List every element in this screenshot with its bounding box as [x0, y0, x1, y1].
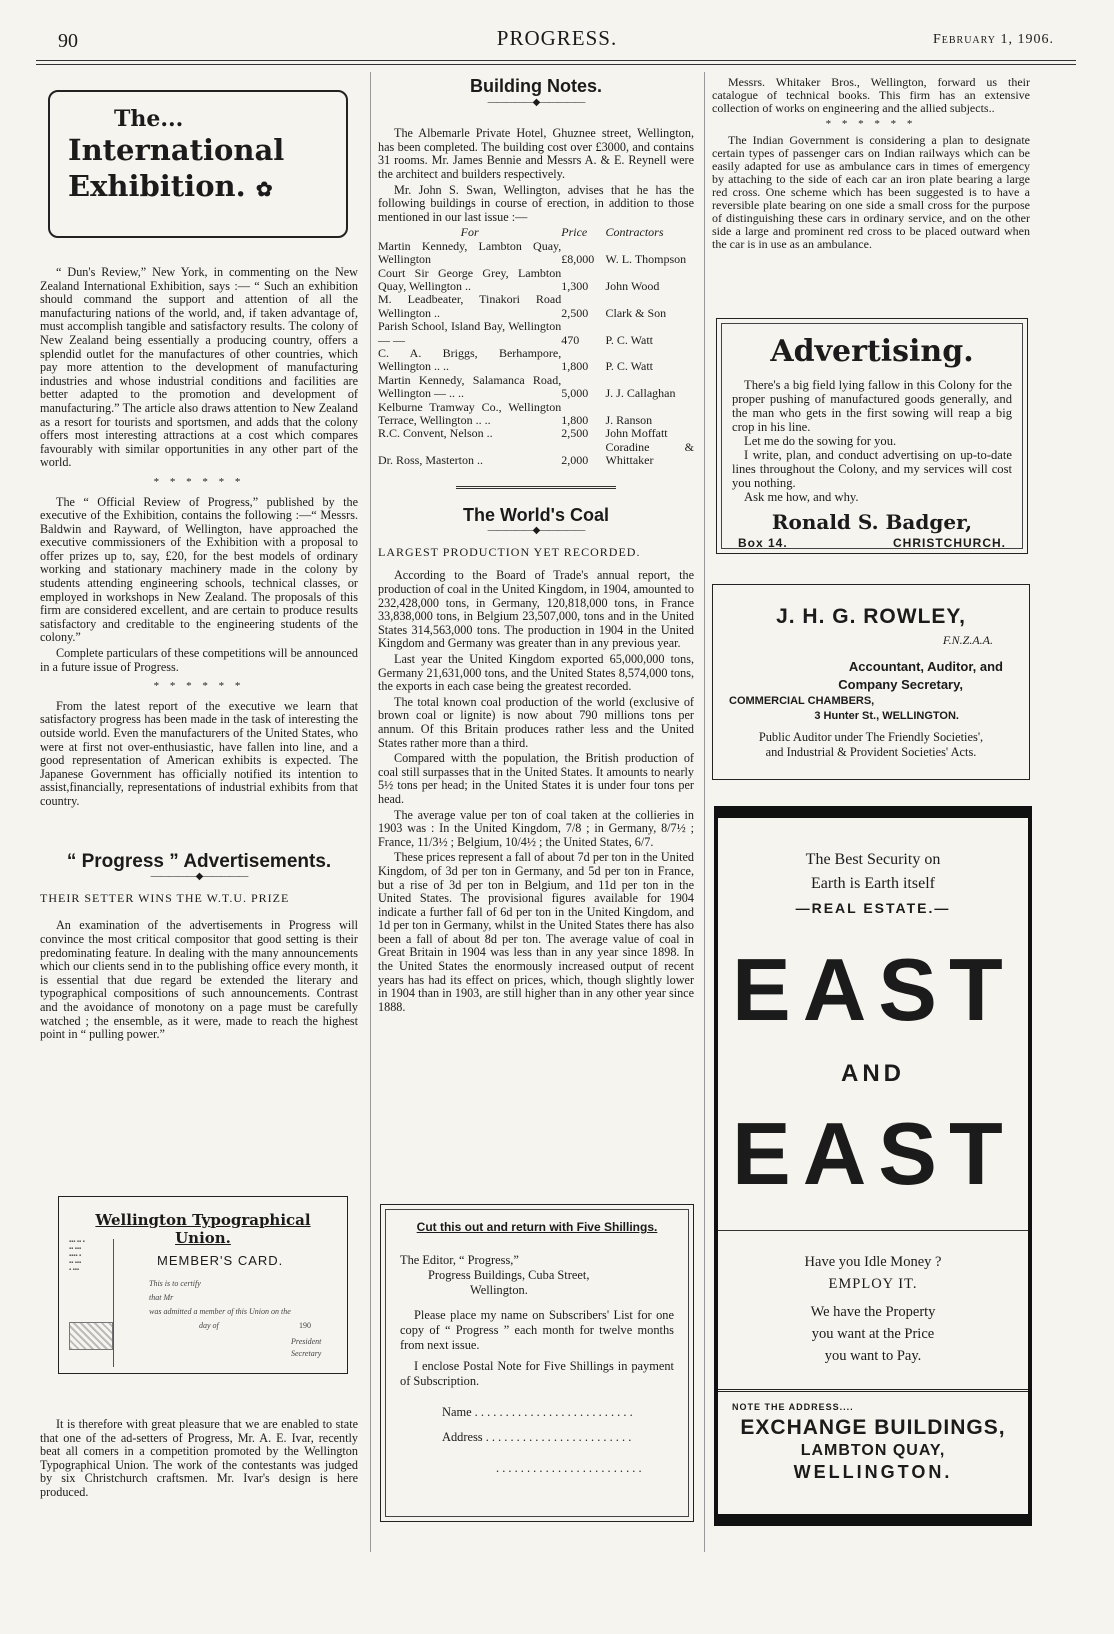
table-cell-for: Parish School, Island Bay, Wellington — —	[378, 319, 562, 347]
coupon-address-field[interactable]: Address . . . . . . . . . . . . . . . . . . . . . . . .	[442, 1430, 632, 1444]
table-cell-contractor: Clark & Son	[605, 305, 667, 320]
heading-ornament: ―――――◆―――――	[150, 871, 248, 883]
worlds-coal-heading: The World's Coal	[463, 504, 609, 525]
rowley-role-2: Company Secretary,	[838, 677, 963, 692]
table-cell-for: C. A. Briggs, Berhampore, Wellington .. ..	[378, 346, 562, 374]
column-1	[40, 266, 358, 1044]
east-ad-east-2: EAST	[732, 1104, 1015, 1203]
building-paragraph-1: The Albemarle Private Hotel, Ghuznee street, Wellington, has been completed. The building cost over £3000, and contains 31 rooms. Mr. James Bennie and Messrs A. & E. Reynell were the architect and builders respectively.	[378, 126, 694, 181]
table-header-price: Price	[561, 225, 588, 240]
table-cell-contractor: P. C. Watt	[605, 359, 653, 374]
column-3	[712, 76, 1030, 253]
table-row	[378, 374, 694, 401]
table-cell-for: Kelburne Tramway Co., Wellington Terrace, Wellington .. ..	[378, 399, 562, 428]
heading-ornament: ―――――◆―――――	[487, 525, 585, 537]
card-president: President	[291, 1337, 322, 1346]
table-header-contractors: Contractors	[605, 225, 664, 240]
table-cell-price: 2,500	[561, 305, 589, 320]
card-side-text: ▪▪▪ ▪▪ ▪ ▪▪ ▪▪▪ ▪▪▪▪ ▪ ▪▪ ▪▪▪ ▪ ▪▪▪	[69, 1239, 114, 1367]
flower-ornament-icon: ✿	[255, 177, 273, 201]
east-and-east-real-estate-ad	[714, 806, 1032, 1526]
coal-paragraph-4: Compared witth the population, the British production of coal still surpasses that in the United States. It amounts to nearly 5½ tons per head; in the United States it is under four tons per head.	[378, 751, 694, 806]
spacer	[40, 811, 358, 855]
coupon-paragraph-1: Please place my name on Subscribers' List for one copy of “ Progress ” each month for twelve months from next issue.	[400, 1308, 674, 1352]
badger-ad-address	[732, 536, 1012, 550]
column-divider-2	[704, 72, 705, 1552]
badger-ad-title: Advertising.	[770, 334, 974, 369]
card-title: Wellington Typographical Union.	[95, 1211, 311, 1247]
table-cell-for: Martin Kennedy, Lambton Quay, Wellington	[378, 238, 562, 267]
badger-ad-inner	[721, 323, 1023, 549]
east-ad-line-1: The Best Security on	[805, 851, 941, 868]
column-1-bottom	[40, 1418, 358, 1502]
badger-advertising-ad	[716, 318, 1028, 554]
exhibition-title-line2: International	[68, 133, 285, 167]
card-ornament-icon	[69, 1322, 113, 1350]
badger-ad-text-2: Let me do the sowing for you.	[744, 434, 897, 448]
header-rule-bottom	[36, 64, 1076, 65]
advertisements-subheading: THEIR SETTER WINS THE W.T.U. PRIZE	[40, 890, 290, 905]
card-line-4: day of	[199, 1321, 219, 1330]
table-cell-contractor: J. Ranson	[605, 413, 653, 428]
rowley-address-1: COMMERCIAL CHAMBERS,	[729, 695, 875, 707]
coupon-address-field-2[interactable]: . . . . . . . . . . . . . . . . . . . . . . . .	[496, 1461, 642, 1475]
separator-stars: * * * * * *	[153, 680, 245, 693]
worlds-coal-subheading: LARGEST PRODUCTION YET RECORDED.	[378, 544, 641, 559]
table-cell-contractor: W. L. Thompson	[605, 252, 687, 267]
whitaker-paragraph: Messrs. Whitaker Bros., Wellington, forward us their catalogue of technical books. This firm has an extensive collection of works on engineering and the allied subjects..	[712, 75, 1030, 115]
east-ad-money-1: Have you Idle Money ?	[804, 1254, 942, 1270]
east-ad-address-2: LAMBTON QUAY,	[800, 1442, 946, 1459]
east-ad-double-rule	[718, 1389, 1028, 1392]
header-rule-top	[36, 60, 1076, 61]
rowley-accountant-ad	[712, 584, 1030, 780]
building-paragraph-2: Mr. John S. Swan, Wellington, advises that he has the following buildings in course of erection, in addition to those mentioned in our last issue :—	[378, 182, 694, 224]
table-cell-for: R.C. Convent, Nelson ..	[378, 426, 493, 441]
coupon-title: Cut this out and return with Five Shillings.	[416, 1220, 658, 1234]
table-cell-for: Court Sir George Grey, Lambton Quay, Wellington ..	[378, 265, 562, 293]
table-cell-price: 2,500	[561, 426, 589, 441]
exhibition-paragraph-3: Complete particulars of these competitions will be announced in a future issue of Progress.	[40, 646, 358, 674]
prize-paragraph: It is therefore with great pleasure that we are enabled to state that one of the ad-setters of Progress, Mr. A. E. Ivar, recently beat all comers in a competition promoted by the Wellington Typographical Union. The work of the contestants was judged by six Christchurch craftsmen. Mr. Ivar's design is here produced.	[40, 1417, 358, 1499]
column-2	[378, 76, 694, 1016]
east-ad-line-3: —REAL ESTATE.—	[795, 900, 951, 916]
issue-date: February 1, 1906.	[932, 32, 1054, 47]
coal-paragraph-6: These prices represent a fall of about 7d per ton in the United Kingdom, of 3d per ton in Germany, and 5d per ton in France, but a rise of 3d per ton in Belgium, and 11d per ton in the United States. The provisional figures available for 1904 indicate a further fall of 6d per ton in the United Kingdom, and 1d per ton in Germany, whilst in the United States there has also been a fall of about 8d per ton. The average value of coal in Great Britain in 1904 was less than in any year since 1898. In the United States the enormously increased output of recent years has had its effect on prices, which, though slightly lower in 1904 than in 1903, are still higher than in any other year since 1888.	[378, 850, 694, 1014]
table-cell-for: Dr. Ross, Masterton ..	[378, 453, 483, 468]
east-ad-east-1: EAST	[732, 940, 1015, 1039]
column-divider-1	[370, 72, 371, 1552]
rowley-address-2: 3 Hunter St., WELLINGTON.	[814, 710, 959, 722]
coal-paragraph-3: The total known coal production of the world (exclusive of brown coal or lignite) is now about 790 millions tons per annum. Of this Britain produces rather less and the United States rather more than a third.	[378, 694, 694, 750]
advertisements-heading: “ Progress ” Advertisements.	[66, 850, 332, 872]
table-row	[378, 240, 694, 267]
exhibition-paragraph-1: “ Dun's Review,” New York, in commenting on the New Zealand International Exhibition, says :— “ Such an exhibition should command the support and attention of all the manufacturing nations of the world, and, if taken advantage of, must accomplish tangible and satisfactory results. The colony of New Zealand being essentially a producing country, offers a splendid outlet for the manufactures of other countries, which pay more attention to the development of manufacturing industries and whose industrial conditions and facilities are better adapted to the promotion and development of manufacturing.” The article also draws attention to New Zealand as a resort for tourists and sportsmen, and adds that the colony offers most interesting attractions at a cost which compares favourably with similar opportunities in any other part of the world.	[40, 265, 358, 470]
table-cell-price: 5,000	[561, 386, 589, 401]
exhibition-paragraph-4: From the latest report of the executive we learn that satisfactory progress has been made in the task of interesting the outside world. Even the manufacturers of the United States, who were at first not over-enthusiastic, have fallen into line, and a good representation of American exhibits is expected. The Japanese Government has officially notified its intention to assist,financially, representations of industrial exhibits from that country.	[40, 698, 358, 808]
card-line-2: that Mr	[149, 1293, 174, 1302]
table-header-row	[378, 226, 694, 239]
coupon-name-field[interactable]: Name . . . . . . . . . . . . . . . . . . . . . . . . . .	[442, 1405, 633, 1419]
rowley-role-1: Accountant, Auditor, and	[848, 659, 1003, 674]
table-cell-for: Martin Kennedy, Salamanca Road, Wellington — .. ..	[378, 372, 562, 401]
badger-ad-text-3: I write, plan, and conduct advertising on up-to-date lines throughout the Colony, and my services will cost you nothing.	[732, 448, 1012, 490]
table-header-for: For	[460, 225, 479, 240]
table-cell-for: M. Leadbeater, Tinakori Road Wellington ..	[378, 292, 562, 320]
subscription-coupon	[380, 1204, 694, 1522]
card-subtitle: MEMBER'S CARD.	[157, 1253, 284, 1268]
coupon-editor-line: The Editor, “ Progress,”	[400, 1253, 519, 1267]
table-row	[378, 401, 694, 428]
east-ad-and: AND	[841, 1060, 905, 1087]
rowley-note-2: and Industrial & Provident Societies' Acts.	[765, 745, 977, 759]
table-row	[378, 293, 694, 320]
ambulance-paragraph: The Indian Government is considering a plan to designate certain types of passenger cars on Indian railways which can be easily adapted for use as ambulance cars in times of emergency by attaching to the side of each car an iron plate bearing a large red cross. One scheme which has been suggested is to have a reversible plate bearing on one side a small cross for the purpose of distinguishing these cars in ordinary service, and on the other side a large and prominent red cross to be placed outward when the car is in use as an ambulance.	[712, 133, 1030, 251]
east-ad-divider	[718, 1230, 1028, 1231]
table-cell-contractor: J. J. Callaghan	[605, 386, 676, 401]
members-card-illustration	[58, 1196, 348, 1374]
separator-stars: * * * * * *	[153, 475, 245, 488]
heading-ornament: ―――――◆―――――	[487, 96, 585, 108]
table-cell-contractor: Coradine & Whittaker	[605, 439, 694, 468]
table-cell-price: 1,800	[561, 359, 589, 374]
card-year: 190	[299, 1321, 311, 1330]
exhibition-title-box	[48, 90, 348, 238]
coal-paragraph-1: According to the Board of Trade's annual report, the production of coal in the United Kingdom, in 1904, amounted to 232,428,000 tons, in Germany, 120,818,000 tons, in France 33,838,000 tons, in Belgium 23,507,000, tons and in the United States 314,563,000 tons. The production in 1904 in the United Kingdom and Germany was greater than in any previous year.	[378, 568, 694, 651]
building-notes-heading: Building Notes.	[470, 76, 602, 96]
table-row	[378, 441, 694, 468]
table-cell-price: £8,000	[561, 252, 595, 267]
badger-ad-box: Box 14.	[738, 536, 788, 550]
table-cell-price: 1,300	[561, 278, 589, 293]
rowley-qualifications: F.N.Z.A.A.	[942, 633, 993, 647]
rowley-name: J. H. G. ROWLEY,	[776, 605, 966, 628]
coupon-paragraph-2: I enclose Postal Note for Five Shillings in payment of Subscription.	[400, 1359, 674, 1388]
badger-ad-text-4: Ask me how, and why.	[744, 490, 859, 504]
section-double-rule	[456, 486, 616, 489]
advertisements-paragraph: An examination of the advertisements in Progress will convince the most critical compositor that good setting is their predominating feature. In dealing with the many announcements which our clients send in to the publishing office every month, it is essential that due regard be extended the literary and typographical compositions of such announcements. Contrast and the avoidance of monotony on a page must be carefully watched ; the ensemble, as it were, made to reach the highest point in “ pulling power.”	[40, 918, 358, 1042]
table-cell-contractor: P. C. Watt	[605, 332, 653, 347]
table-cell-contractor: John Wood	[605, 278, 660, 293]
east-ad-money-2: EMPLOY IT.	[828, 1276, 918, 1292]
coupon-address-line-1: Progress Buildings, Cuba Street,	[428, 1268, 590, 1282]
east-ad-money-5: you want to Pay.	[824, 1348, 922, 1364]
table-cell-price: 470	[561, 332, 580, 347]
table-row	[378, 347, 694, 374]
card-line-1: This is to certify	[149, 1279, 201, 1288]
east-ad-money-3: We have the Property	[810, 1304, 936, 1320]
separator-stars: * * * * * *	[825, 118, 917, 130]
badger-ad-text-1: There's a big field lying fallow in this Colony for the proper pushing of manufactured goods generally, and the man who gets in the first sowing will reap a big crop in his line.	[732, 378, 1012, 434]
exhibition-title-line1: The...	[114, 106, 184, 132]
card-line-3: was admitted a member of this Union on the	[149, 1307, 291, 1316]
east-ad-line-2: Earth is Earth itself	[811, 875, 935, 892]
subscription-coupon-inner	[385, 1209, 689, 1517]
east-ad-note: NOTE THE ADDRESS....	[732, 1402, 854, 1412]
table-row	[378, 427, 694, 440]
coupon-address-line-2: Wellington.	[470, 1283, 528, 1297]
badger-ad-name: Ronald S. Badger,	[771, 510, 973, 534]
table-row	[378, 320, 694, 347]
coal-paragraph-2: Last year the United Kingdom exported 65,000,000 tons, Germany 21,631,000 tons, and the United States 8,574,000 tons, the exports in each case being the greatest recorded.	[378, 652, 694, 694]
building-contracts-table	[378, 226, 694, 467]
table-row	[378, 267, 694, 294]
east-ad-address-3: WELLINGTON.	[793, 1462, 953, 1482]
exhibition-paragraph-2: The “ Official Review of Progress,” published by the executive of the Exhibition, contains the following :—“ Messrs. Baldwin and Rayward, of Wellington, have approached the executive commissioners of the Exhibition with a proposal to offer prizes up to, say, £20, for the best models of ordinary working and stationary machinery made in the colony by students attending engineering schools, technical classes, or employed in workshops in New Zealand. The proposals of this firm are considered excellent, and are certain to produce results satisfactory and creditable to the engineering students of the colony.”	[40, 494, 358, 645]
coal-paragraph-5: The average value per ton of coal taken at the collieries in 1903 was : In the United Kingdom, 7/8 ; in Germany, 8/7½ ; France, 11/3½ ; Belgium, 10/4½ ; the United States, 6/7.	[378, 807, 694, 849]
table-cell-price: 2,000	[561, 453, 589, 468]
east-ad-address-1: EXCHANGE BUILDINGS,	[740, 1416, 1006, 1439]
page-number: 90	[58, 30, 78, 52]
magazine-title: PROGRESS.	[496, 26, 618, 50]
table-cell-price: 1,800	[561, 413, 589, 428]
exhibition-title-line3: Exhibition. ✿	[68, 169, 273, 203]
card-secretary: Secretary	[291, 1349, 322, 1358]
east-ad-money-4: you want at the Price	[811, 1326, 935, 1342]
rowley-note-1: Public Auditor under The Friendly Societies',	[758, 730, 984, 744]
table-cell-contractor: John Moffatt	[605, 426, 668, 441]
badger-ad-city: CHRISTCHURCH.	[893, 536, 1006, 550]
